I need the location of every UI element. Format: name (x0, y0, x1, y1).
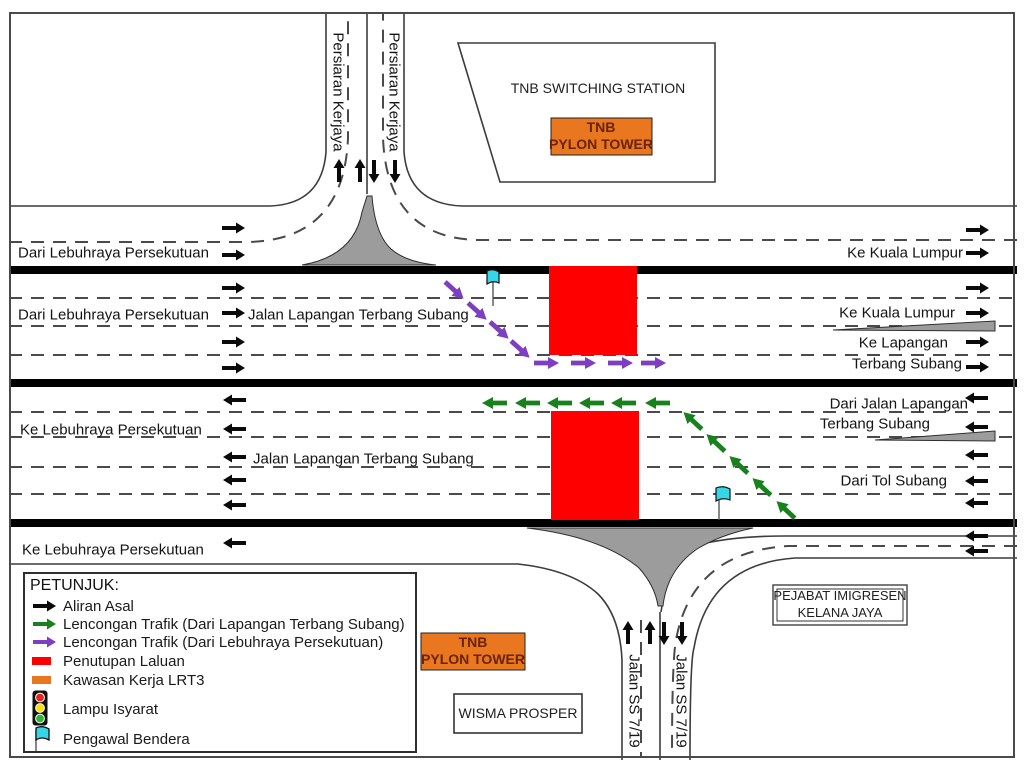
legend-label: Kawasan Kerja LRT3 (63, 671, 205, 689)
legend-label: Lencongan Trafik (Dari Lebuhraya Persekutuan) (63, 633, 384, 651)
legend-item-lencongan-purple (31, 633, 383, 651)
direction-label-dari-lebuhraya-2: Dari Lebuhraya Persekutuan (18, 306, 209, 324)
direction-label-dari-jalan-lapangan-line2: Terbang Subang (819, 415, 930, 433)
legend-item-lampu-isyarat (31, 700, 158, 718)
direction-label-ke-lebuhraya-2: Ke Lebuhraya Persekutuan (22, 541, 204, 559)
legend-title: PETUNJUK: (30, 577, 119, 594)
legend-label: Lencongan Trafik (Dari Lapangan Terbang Subang) (63, 615, 405, 633)
pejabat-line2: KELANA JAYA (797, 605, 883, 620)
direction-label-ke-kuala-lumpur-1: Ke Kuala Lumpur (847, 244, 963, 262)
building-label-pejabat-imigresen (773, 587, 906, 621)
building-label-tnb-pylon-bottom (421, 634, 525, 668)
traffic-light-icon (31, 691, 63, 727)
road-label-jalan-lapangan-upper: Jalan Lapangan Terbang Subang (248, 306, 469, 324)
legend-item-kawasan-kerja (31, 671, 204, 689)
direction-label-ke-lebuhraya-1: Ke Lebuhraya Persekutuan (20, 421, 202, 439)
closure-swatch-icon (31, 656, 63, 666)
road-label-persiaran-kerjaya-right: Persiaran Kerjaya (385, 32, 403, 152)
green-arrow-icon (31, 618, 63, 630)
road-label-jalan-ss-left: Jalan SS 7/19 (625, 654, 643, 748)
legend-box (23, 572, 417, 753)
tnb-pylon-top-line2: PYLON TOWER (549, 136, 653, 152)
direction-label-ke-kuala-lumpur-2: Ke Kuala Lumpur (839, 304, 955, 322)
building-label-tnb-switching-station: TNB SWITCHING STATION (510, 80, 686, 96)
tnb-pylon-top-line1: TNB (586, 119, 616, 135)
legend-item-aliran-asal (31, 597, 134, 615)
legend-item-lencongan-green (31, 615, 405, 633)
direction-label-dari-jalan-lapangan-line1: Dari Jalan Lapangan (829, 395, 968, 413)
pejabat-line1: PEJABAT IMIGRESEN (773, 588, 907, 603)
building-label-tnb-pylon-top (549, 119, 653, 153)
legend-item-pengawal-bendera (31, 730, 190, 748)
direction-label-ke-lapangan-line2: Terbang Subang (851, 355, 962, 373)
direction-label-dari-tol-subang: Dari Tol Subang (840, 472, 947, 490)
legend-item-penutupan-laluan (31, 652, 185, 670)
legend-label: Penutupan Laluan (63, 652, 185, 670)
purple-arrow-icon (31, 636, 63, 648)
direction-label-dari-lebuhraya-1: Dari Lebuhraya Persekutuan (18, 244, 209, 262)
direction-label-ke-lapangan-line1: Ke Lapangan (858, 334, 948, 352)
building-label-wisma-prosper: WISMA PROSPER (458, 705, 578, 721)
legend-label: Pengawal Bendera (63, 730, 190, 748)
black-arrow-icon (31, 600, 63, 612)
flag-icon (31, 726, 63, 752)
road-label-jalan-ss-right: Jalan SS 7/19 (672, 654, 690, 748)
road-label-jalan-lapangan-lower: Jalan Lapangan Terbang Subang (253, 450, 474, 468)
legend-label: Aliran Asal (63, 597, 134, 615)
legend-label: Lampu Isyarat (63, 700, 159, 718)
road-label-persiaran-kerjaya-left: Persiaran Kerjaya (329, 32, 347, 152)
tnb-pylon-bottom-line1: TNB (458, 634, 488, 650)
work-area-swatch-icon (31, 675, 63, 685)
tnb-pylon-bottom-line2: PYLON TOWER (421, 651, 525, 667)
